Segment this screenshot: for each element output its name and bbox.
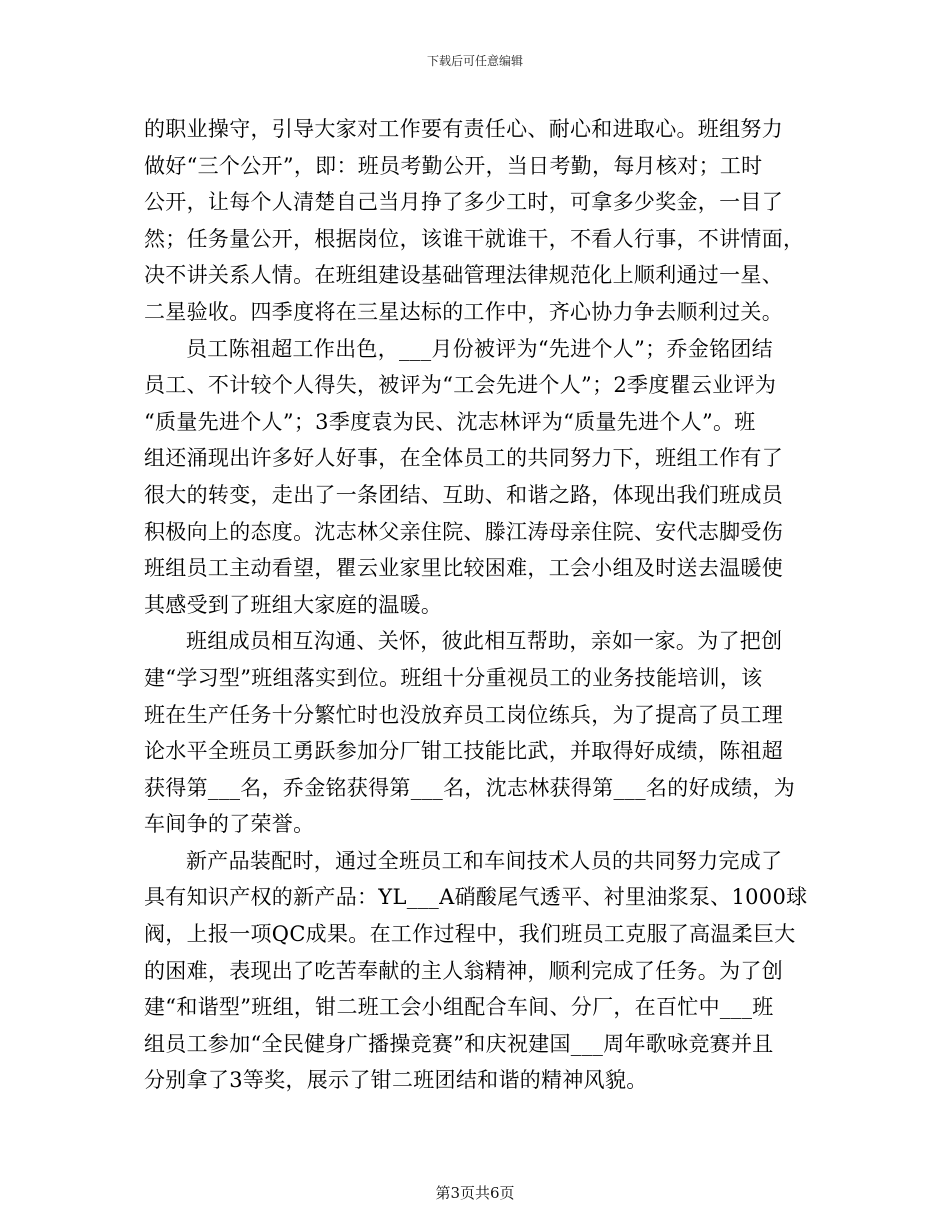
text-line: 员工陈祖超工作出色，___月份被评为“先进个人”；乔金铭团结 [186, 336, 773, 361]
text-line: 决不讲关系人情。在班组建设基础管理法律规范化上顺利通过一星、 [144, 263, 783, 288]
text-line: 积极向上的态度。沈志林父亲住院、滕江涛母亲住院、安代志脚受伤 [144, 519, 783, 544]
page-footer: 第3页共6页 [435, 1184, 515, 1202]
text-line: 二星验收。四季度将在三星达标的工作中，齐心协力争去顺利过关。 [144, 299, 783, 324]
paragraph [144, 843, 812, 1099]
text-line: 班组成员相互沟通、关怀，彼此相互帮助，亲如一家。为了把创 [186, 629, 783, 654]
text-line: 组还涌现出许多好人好事，在全体员工的共同努力下，班组工作有了 [144, 446, 783, 471]
text-line: 新产品装配时，通过全班员工和车间技术人员的共同努力完成了 [186, 848, 783, 873]
text-line: 车间争的了荣誉。 [144, 812, 315, 837]
text-line: 建“和谐型”班组，钳二班工会小组配合车间、分厂，在百忙中___班 [144, 995, 774, 1020]
text-line: 分别拿了3等奖，展示了钳二班团结和谐的精神风貌。 [144, 1068, 648, 1093]
text-line: 班在生产任务十分繁忙时也没放弃员工岗位练兵，为了提高了员工理 [144, 702, 783, 727]
text-line: 获得第___名，乔金铭获得第___名，沈志林获得第___名的好成绩，为 [144, 775, 795, 800]
text-line: 阀，上报一项QC成果。在工作过程中，我们班员工克服了高温柔巨大 [144, 922, 796, 947]
text-line: 员工、不计较个人得失，被评为“工会先进个人”；2季度瞿云业评为 [144, 373, 777, 398]
text-line: 组员工参加“全民健身广播操竞赛”和庆祝建国___周年歌咏竞赛并且 [144, 1031, 774, 1056]
text-line: 然；任务量公开，根据岗位，该谁干就谁干，不看人行事，不讲情面， [144, 226, 805, 251]
text-line: 的职业操守，引导大家对工作要有责任心、耐心和进取心。班组努力 [144, 117, 783, 141]
body-text [144, 111, 812, 1099]
paragraph [144, 331, 812, 624]
text-line: 公开，让每个人清楚自己当月挣了多少工时，可拿多少奖金，一目了 [144, 190, 783, 215]
text-line: 的困难，表现出了吃苦奉献的主人翁精神，顺利完成了任务。为了创 [144, 958, 783, 983]
text-line: 班组员工主动看望，瞿云业家里比较困难，工会小组及时送去温暖使 [144, 556, 783, 581]
text-line: 论水平全班员工勇跃参加分厂钳工技能比武，并取得好成绩，陈祖超 [144, 739, 783, 764]
text-line: 很大的转变，走出了一条团结、互助、和谐之路，体现出我们班成员 [144, 482, 783, 507]
text-line: “质量先进个人”；3季度袁为民、沈志林评为“质量先进个人”。班 [144, 409, 756, 434]
text-line: 具有知识产权的新产品：YL___A硝酸尾气透平、衬里油浆泵、1000球 [144, 885, 808, 910]
paragraph [144, 111, 812, 331]
text-line: 建“学习型”班组落实到位。班组十分重视员工的业务技能培训，该 [144, 665, 763, 690]
paragraph [144, 623, 812, 843]
page-header: 下载后可任意编辑 [426, 54, 523, 68]
text-line: 其感受到了班组大家庭的温暖。 [144, 592, 443, 617]
text-line: 做好“三个公开”，即：班员考勤公开，当日考勤，每月核对；工时 [144, 153, 763, 178]
